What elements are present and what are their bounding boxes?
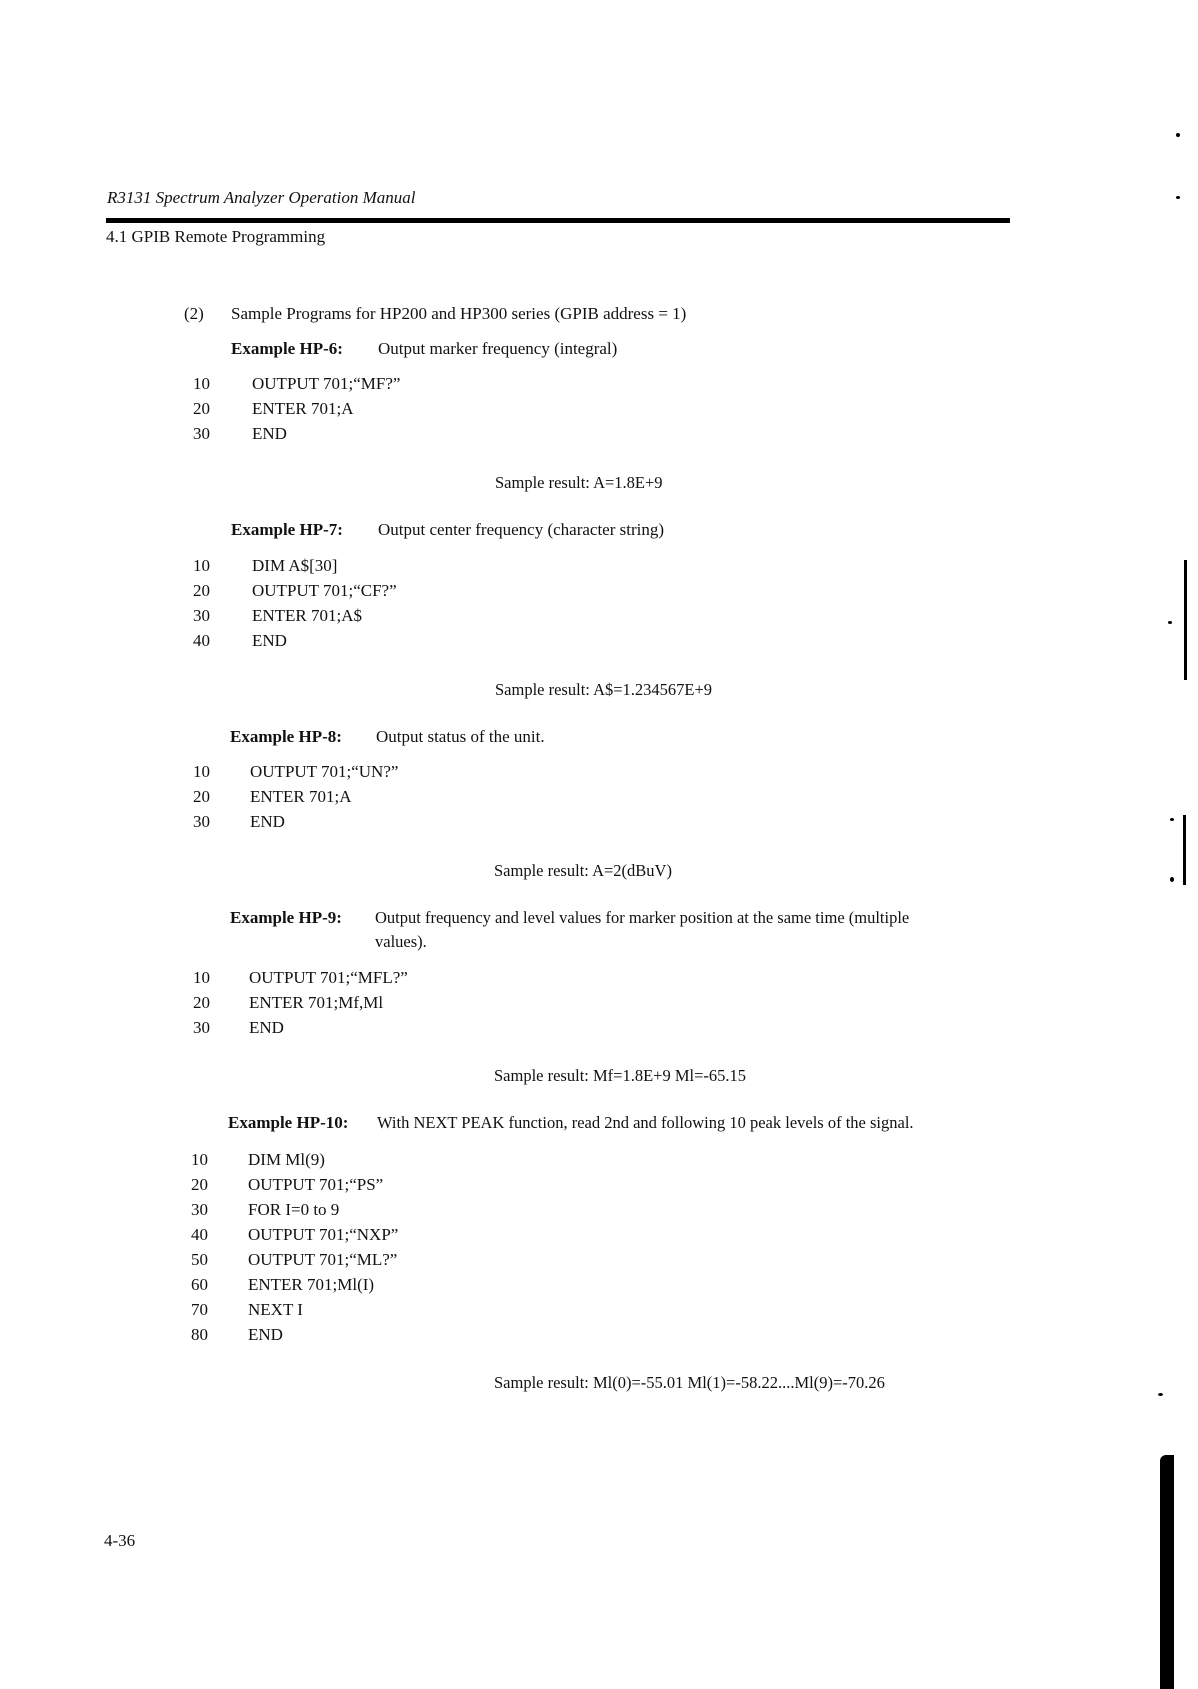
code-line-number: 10 — [193, 374, 210, 393]
scan-speck — [1170, 877, 1174, 882]
code-line-number: 30 — [193, 606, 210, 625]
code-line-number: 70 — [191, 1300, 208, 1319]
sample-result: Sample result: A=1.8E+9 — [495, 473, 663, 492]
code-line: OUTPUT 701;“CF?” — [252, 581, 397, 600]
example-description: Output status of the unit. — [376, 727, 545, 746]
example-label: Example HP-9: — [230, 908, 342, 927]
code-line: END — [248, 1325, 283, 1344]
code-line: NEXT I — [248, 1300, 303, 1319]
example-description: Output marker frequency (integral) — [378, 339, 618, 358]
code-line-number: 10 — [191, 1150, 208, 1169]
code-line-number: 20 — [193, 787, 210, 806]
example-label: Example HP-6: — [231, 339, 343, 358]
section-heading: 4.1 GPIB Remote Programming — [106, 227, 326, 246]
code-line: ENTER 701;A$ — [252, 606, 363, 625]
scan-speck — [1170, 818, 1174, 821]
example-description: Output center frequency (character string) — [378, 520, 665, 539]
scan-edge-mark — [1160, 1455, 1174, 1689]
example-description: Output frequency and level values for marker position at the same time (multiple — [375, 908, 910, 927]
code-line-number: 20 — [191, 1175, 208, 1194]
example-label: Example HP-7: — [231, 520, 343, 539]
sample-result: Sample result: Ml(0)=-55.01 Ml(1)=-58.22....Ml(9)=-70.26 — [494, 1373, 885, 1392]
intro-number: (2) — [184, 304, 204, 323]
code-line-number: 20 — [193, 581, 210, 600]
code-line: FOR I=0 to 9 — [248, 1200, 340, 1219]
code-line-number: 10 — [193, 556, 210, 575]
intro-text: Sample Programs for HP200 and HP300 series (GPIB address = 1) — [231, 304, 687, 323]
scan-speck — [1168, 621, 1172, 624]
scan-speck — [1176, 196, 1180, 199]
code-line-number: 40 — [193, 631, 210, 650]
code-line-number: 40 — [191, 1225, 208, 1244]
code-line: ENTER 701;A — [250, 787, 352, 806]
manual-title: R3131 Spectrum Analyzer Operation Manual — [107, 188, 416, 207]
code-line-number: 10 — [193, 968, 210, 987]
code-line: ENTER 701;Ml(I) — [248, 1275, 375, 1294]
code-line: OUTPUT 701;“MFL?” — [249, 968, 408, 987]
sample-result: Sample result: A=2(dBuV) — [494, 861, 672, 880]
scan-edge-mark — [1184, 560, 1187, 680]
header-rule — [106, 218, 1010, 223]
code-line: END — [252, 424, 287, 443]
code-line-number: 50 — [191, 1250, 208, 1269]
example-description-continued: values). — [375, 932, 427, 951]
sample-result: Sample result: A$=1.234567E+9 — [495, 680, 713, 699]
code-line: OUTPUT 701;“ML?” — [248, 1250, 398, 1269]
code-line-number: 60 — [191, 1275, 208, 1294]
code-line-number: 80 — [191, 1325, 208, 1344]
code-line: END — [250, 812, 285, 831]
scan-speck — [1176, 133, 1180, 137]
code-line: OUTPUT 701;“NXP” — [248, 1225, 399, 1244]
code-line: OUTPUT 701;“MF?” — [252, 374, 401, 393]
code-line: END — [249, 1018, 284, 1037]
code-line-number: 30 — [193, 1018, 210, 1037]
code-line-number: 30 — [191, 1200, 208, 1219]
example-label: Example HP-8: — [230, 727, 342, 746]
scan-speck — [1158, 1393, 1163, 1396]
code-line: OUTPUT 701;“PS” — [248, 1175, 384, 1194]
example-description: With NEXT PEAK function, read 2nd and following 10 peak levels of the signal. — [377, 1113, 914, 1132]
code-line: DIM Ml(9) — [248, 1150, 325, 1169]
code-line: ENTER 701;Mf,Ml — [249, 993, 384, 1012]
scan-edge-mark — [1183, 815, 1186, 885]
code-line-number: 20 — [193, 993, 210, 1012]
code-line: OUTPUT 701;“UN?” — [250, 762, 399, 781]
code-line-number: 20 — [193, 399, 210, 418]
sample-result: Sample result: Mf=1.8E+9 Ml=-65.15 — [494, 1066, 747, 1085]
code-line: DIM A$[30] — [252, 556, 338, 575]
code-line: END — [252, 631, 287, 650]
code-line-number: 30 — [193, 812, 210, 831]
example-label: Example HP-10: — [228, 1113, 349, 1132]
code-line-number: 10 — [193, 762, 210, 781]
code-line: ENTER 701;A — [252, 399, 354, 418]
page-number: 4-36 — [104, 1531, 136, 1550]
code-line-number: 30 — [193, 424, 210, 443]
